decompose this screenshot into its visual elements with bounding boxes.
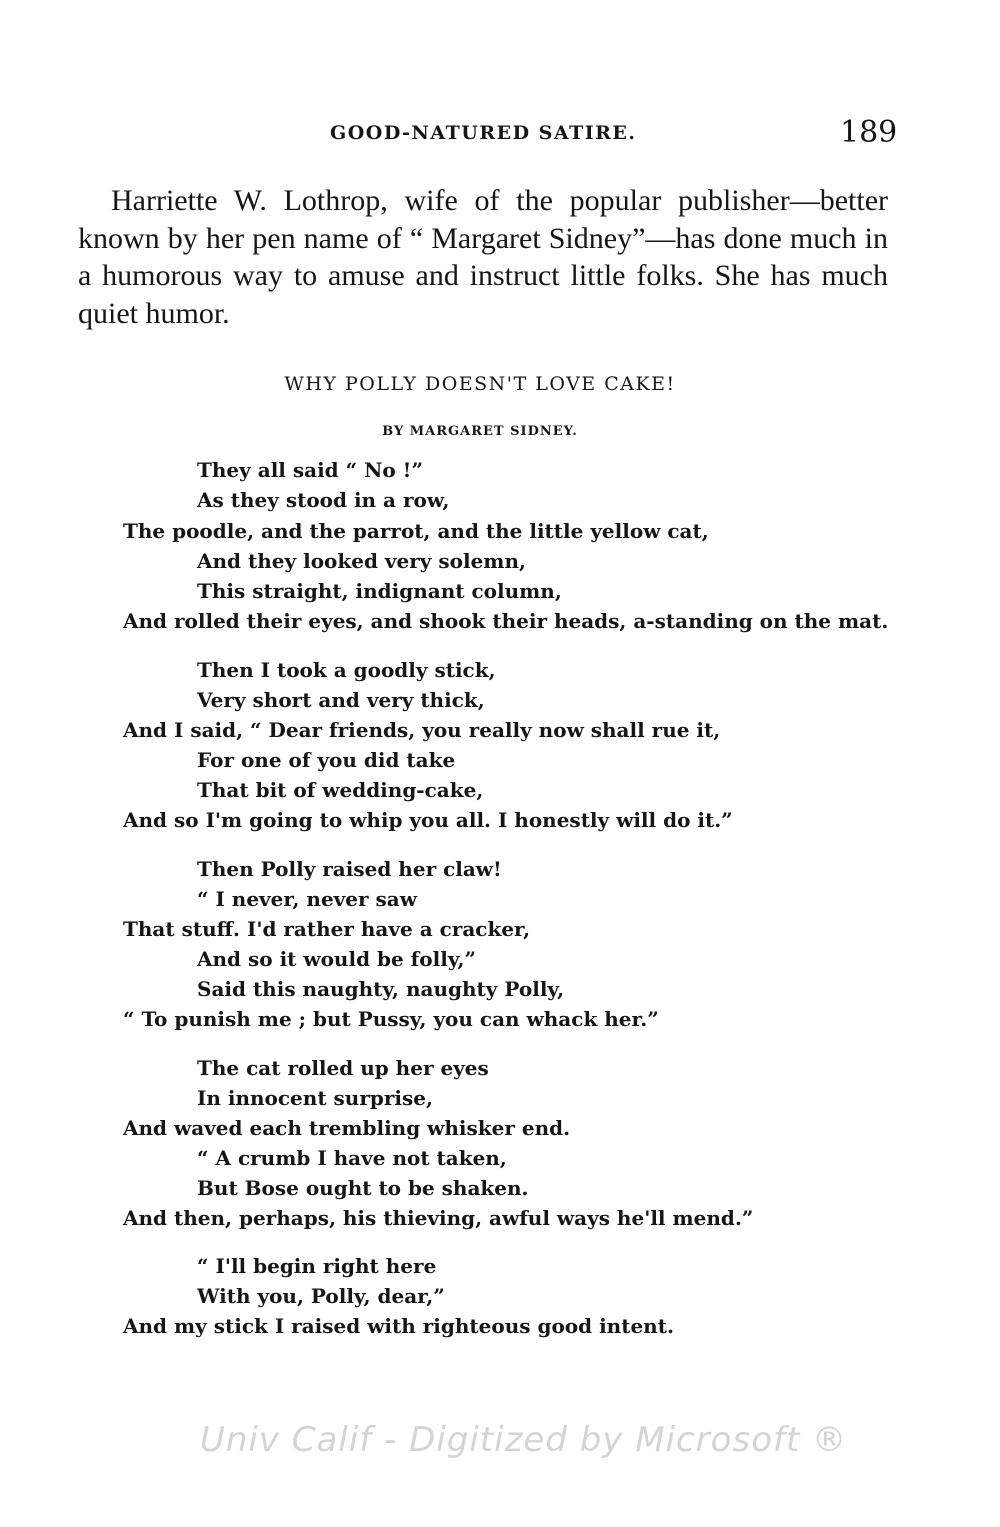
verse-line: But Bose ought to be shaken. [197, 1176, 529, 1200]
digitization-watermark: Univ Calif - Digitized by Microsoft ® [200, 1420, 848, 1460]
verse-line: “ I never, never saw [197, 887, 417, 911]
verse-line: “ I'll begin right here [197, 1254, 437, 1278]
verse-line: For one of you did take [197, 748, 456, 772]
verse-line: With you, Polly, dear,” [197, 1284, 445, 1308]
verse-line: And my stick I raised with righteous good intent. [123, 1314, 674, 1338]
poem-title: WHY POLLY DOESN'T LOVE CAKE! [284, 373, 676, 395]
verse-line: And then, perhaps, his thieving, awful ways he'll mend.” [123, 1206, 754, 1230]
verse-line: In innocent surprise, [197, 1086, 433, 1110]
verse-line: Then Polly raised her claw! [197, 857, 502, 881]
verse-line: That bit of wedding-cake, [197, 778, 484, 802]
verse-line: This straight, indignant column, [197, 579, 562, 603]
verse-line: The cat rolled up her eyes [197, 1056, 489, 1080]
verse-line: The poodle, and the parrot, and the little yellow cat, [123, 519, 709, 543]
verse-line: Said this naughty, naughty Polly, [197, 977, 565, 1001]
running-head: GOOD-NATURED SATIRE. [330, 122, 637, 144]
poem-byline: BY MARGARET SIDNEY. [382, 424, 578, 439]
verse-line: And I said, “ Dear friends, you really now shall rue it, [123, 718, 721, 742]
verse-line: “ A crumb I have not taken, [197, 1146, 507, 1170]
verse-line: And waved each trembling whisker end. [123, 1116, 571, 1140]
verse-line: And so it would be folly,” [197, 947, 476, 971]
page-number: 189 [840, 115, 898, 150]
verse-line: They all said “ No !” [197, 458, 423, 482]
verse-line: Very short and very thick, [197, 688, 485, 712]
verse-line: And so I'm going to whip you all. I honestly will do it.” [123, 808, 733, 832]
verse-line: As they stood in a row, [197, 488, 450, 512]
verse-line: That stuff. I'd rather have a cracker, [123, 917, 531, 941]
verse-line: And they looked very solemn, [197, 549, 526, 573]
verse-line: Then I took a goodly stick, [197, 658, 496, 682]
verse-line: And rolled their eyes, and shook their heads, a-standing on the mat. [123, 609, 889, 633]
intro-paragraph: Harriette W. Lothrop, wife of the popular publisher—better known by her pen name of “ Margaret Sidney”—has done much in a humorous way to amuse and instruct little folks. She has much quiet humor. [78, 184, 888, 330]
verse-line: “ To punish me ; but Pussy, you can whack her.” [123, 1007, 659, 1031]
